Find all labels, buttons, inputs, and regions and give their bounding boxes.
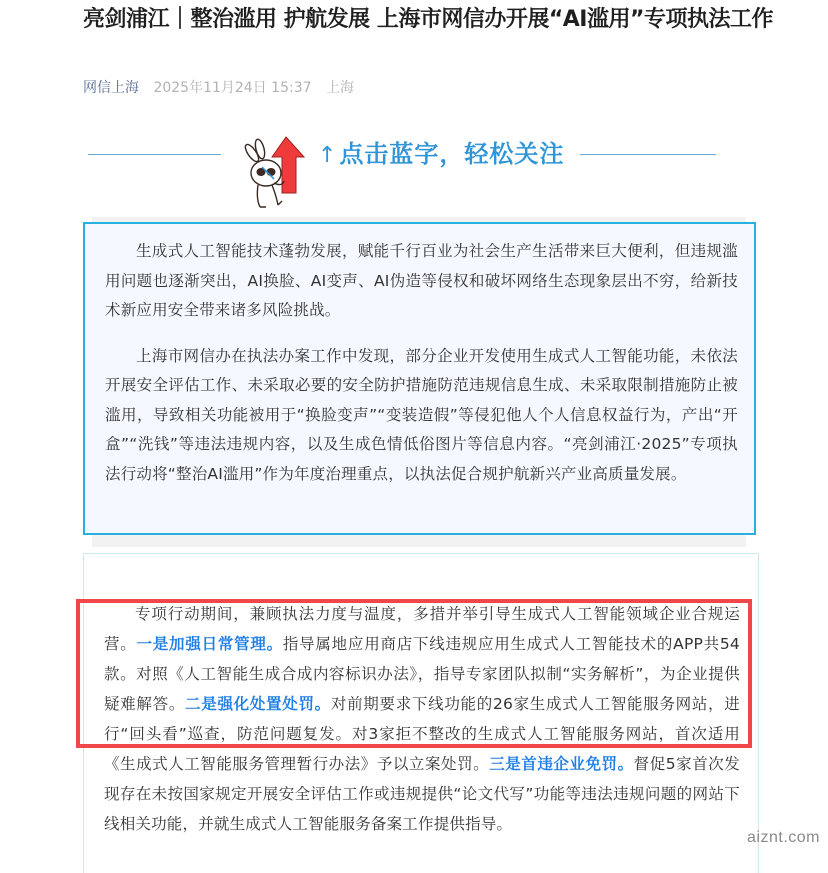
body-paragraph [104,599,740,839]
up-arrow-icon: ↑ [318,143,338,168]
watermark: aiznt.com [747,829,820,846]
article-title: 亮剑浦江｜整治滥用 护航发展 上海市网信办开展“AI滥用”专项执法工作 [83,7,773,32]
body-box [83,553,759,873]
intro-paragraph-2: 上海市网信办在执法办案工作中发现，部分企业开发使用生成式人工智能功能，未依法开展安全评估工作、未采取必要的安全防护措施防范违规信息生成、未采取限制措施防止被滥用，导致相关功能被用于“换脸变声”“变装造假”等侵犯他人个人信息权益行为，产出“开盒”“洗钱”等违法违规内容，以及生成色情低俗图片等信息内容。“亮剑浦江·2025”专项执法行动将“整治AI滥用”作为年度治理重点，以执法促合规护航新兴产业高质量发展。 [105,346,738,483]
article-meta [83,78,354,98]
bunny-with-red-arrow-icon [238,135,308,210]
body-text-3: 对前期要求下线功能的26家生成式人工智能服务网站，进行“回头看”巡查，防范问题复发。对3家拒不整改的生成式人工智能服务网站，首次适用《生成式人工智能服务管理暂行办法》予以立案处罚。 [104,695,740,773]
publish-location: 上海 [325,80,354,96]
highlight-strengthen-penalties: 二是强化处置处罚。 [185,695,331,713]
body-text-2: 指导属地应用商店下线违规应用生成式人工智能技术的APP共54款。对照《人工智能生成合成内容标识办法》，指导专家团队拟制“实务解析”，为企业提供疑难解答。 [104,635,740,713]
divider-line-right [580,154,716,155]
author-link[interactable]: 网信上海 [83,80,139,96]
divider-line-left [88,154,221,155]
highlight-daily-management: 一是加强日常管理。 [136,635,283,653]
highlight-first-offense-exemption: 三是首违企业免罚。 [489,755,634,773]
publish-date: 2025年11月24日 15:37 [153,80,312,96]
follow-banner[interactable] [88,125,716,215]
intro-paragraph-1: 生成式人工智能技术蓬勃发展，赋能千行百业为社会生产生活带来巨大便利，但违规滥用问题也逐渐突出，AI换脸、AI变声、AI伪造等侵权和破坏网络生态现象层出不穷，给新技术新应用安全带来诸多风险挑战。 [105,242,738,319]
body-text-1: 专项行动期间，兼顾执法力度与温度，多措并举引导生成式人工智能领域企业合规运营。 [104,605,740,653]
follow-prompt[interactable] [318,137,564,173]
body-text-4: 督促5家首次发现存在未按国家规定开展安全评估工作或违规提供“论文代写”功能等违法违规问题的网站下线相关功能，并就生成式人工智能服务备案工作提供指导。 [104,755,740,833]
follow-prompt-label: 点击蓝字，轻松关注 [339,140,565,168]
intro-box [83,222,756,535]
